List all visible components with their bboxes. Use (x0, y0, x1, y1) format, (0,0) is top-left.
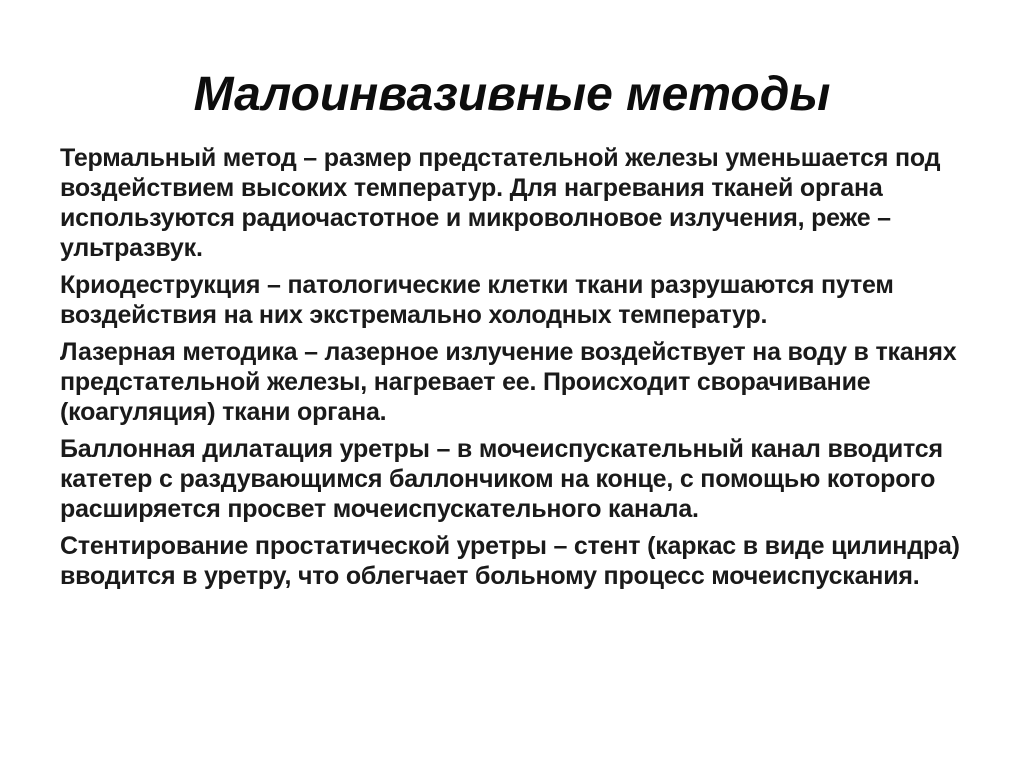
slide-title: Малоинвазивные методы (193, 68, 831, 121)
slide-body (60, 143, 980, 598)
paragraph-balloon-dilation: Баллонная дилатация уретры – в мочеиспускательный канал вводится катетер с раздувающимся баллончиком на конце, с помощью которого расширяется просвет мочеиспускательного канала. (60, 435, 943, 523)
paragraph-thermal-method: Термальный метод – размер предстательной железы уменьшается под воздействием высоких температур. Для нагревания тканей органа используются радиочастотное и микроволновое излучения, реже – ультразвук. (60, 144, 941, 262)
paragraph-laser-method: Лазерная методика – лазерное излучение воздействует на воду в тканях предстательной железы, нагревает ее. Происходит сворачивание (коагуляция) ткани органа. (60, 338, 957, 426)
paragraph-cryodestruction: Криодеструкция – патологические клетки ткани разрушаются путем воздействия на них экстремально холодных температур. (60, 271, 894, 329)
paragraph-urethral-stenting: Стентирование простатической уретры – стент (каркас в виде цилиндра) вводится в уретру, что облегчает больному процесс мочеиспускания. (60, 532, 960, 590)
